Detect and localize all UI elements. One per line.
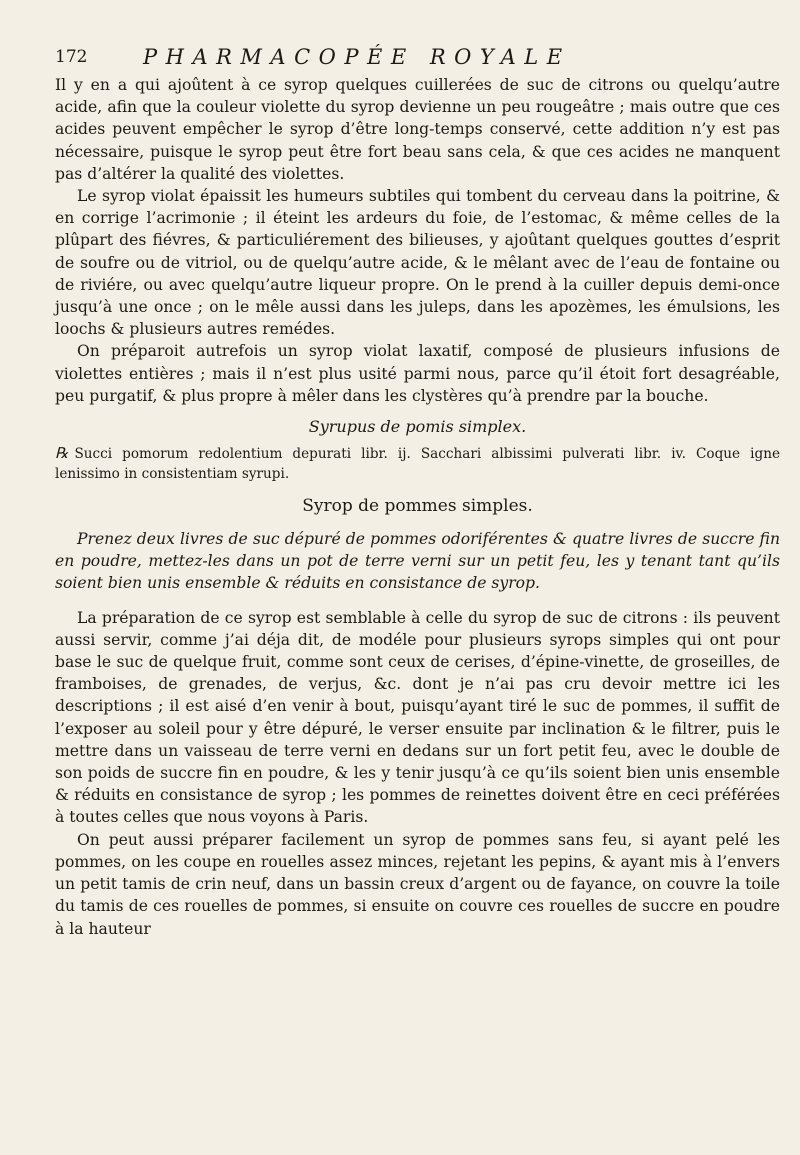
book-page — [55, 40, 780, 940]
latin-recipe-text — [55, 443, 780, 484]
latin-recipe-body: Succi pomorum redolentium depurati libr. ij. Sacchari albissimi pulverati libr. iv. Coque igne lenissimo in consistentiam syrupi. — [55, 446, 780, 483]
paragraph-2: Le syrop violat épaissit les humeurs subtiles qui tombent du cerveau dans la poitrine, & en corrige l’acrimonie ; il éteint les ardeurs du foie, de l’estomac, & même celles de la plûpart des fiévres, & particuliérement des bilieuses, y ajoûtant quelques gouttes d’esprit de soufre ou de vitriol, ou de quelqu’autre acide, & le mêlant avec de l’eau de fontaine ou de riviére, ou avec quelqu’autre liqueur propre. On le prend à la cuiller depuis demi-once jusqu’à une once ; on le mêle aussi dans les juleps, dans les apozèmes, les émulsions, les loochs & plusieurs autres remédes. — [55, 187, 780, 339]
paragraph-1: Il y en a qui ajoûtent à ce syrop quelques cuillerées de suc de citrons ou quelqu’autre acide, afin que la couleur violette du syrop devienne un peu rougeâtre ; mais outre que ces acides peuvent empêcher le syrop d’être long-temps conservé, cette addition n’y est pas nécessaire, puisque le syrop peut être fort beau sans cela, & que ces acides ne manquent pas d’altérer la qualité des violettes. — [55, 76, 780, 183]
paragraph-3: On préparoit autrefois un syrop violat laxatif, composé de plusieurs infusions de violettes entières ; mais il n’est plus usité parmi nous, parce qu’il étoit fort desagréable, peu purgatif, & plus propre à mêler dans les clystères qu’à prendre par la bouche. — [55, 342, 780, 405]
page-header — [55, 40, 780, 74]
paragraph-5: On peut aussi préparer facilement un syrop de pommes sans feu, si ayant pelé les pommes, on les coupe en rouelles assez minces, rejetant les pepins, & ayant mis à l’envers un petit tamis de crin neuf, dans un bassin creux d’argent ou de fayance, on couvre la toile du tamis de ces rouelles de pommes, si ensuite on couvre ces rouelles de succre en poudre à la hauteur — [55, 830, 780, 938]
recipe-instructions: Prenez deux livres de suc dépuré de pommes odoriférentes & quatre livres de succre fin en poudre, mettez-les dans un pot de terre verni sur un petit feu, les y tenant tant qu’ils soient bien unis ensemble & réduits en consistance de syrop. — [55, 530, 780, 593]
recipe-symbol: ℞ — [55, 444, 69, 463]
french-recipe-title: Syrop de pommes simples. — [302, 496, 533, 517]
latin-recipe-title: Syrupus de pomis simplex. — [308, 417, 527, 437]
running-title: PHARMACOPÉE ROYALE — [143, 45, 571, 69]
paragraph-4: La préparation de ce syrop est semblable à celle du syrop de suc de citrons : ils peuvent aussi servir, comme j’ai déja dit, de modéle pour plusieurs syrops simples qui ont pour base le suc de quelque fruit, comme sont ceux de cerises, d’épine-vinette, de groseilles, de framboises, de grenades, de verjus, &c. dont je n’ai pas cru devoir mettre ici les descriptions ; il est aisé d’en venir à bout, puisqu’ayant tiré le suc de pommes, il suffit de l’exposer au soleil pour y être dépuré, le verser ensuite par inclination & le filtrer, puis le mettre dans un vaisseau de terre verni en dedans sur un fort petit feu, avec le double de son poids de succre fin en poudre, & les y tenir jusqu’à ce qu’ils soient bien unis ensemble & réduits en consistance de syrop ; les pommes de reinettes doivent être en ceci préférées à toutes celles que nous voyons à Paris. — [55, 608, 780, 827]
page-number: 172 — [55, 47, 88, 67]
